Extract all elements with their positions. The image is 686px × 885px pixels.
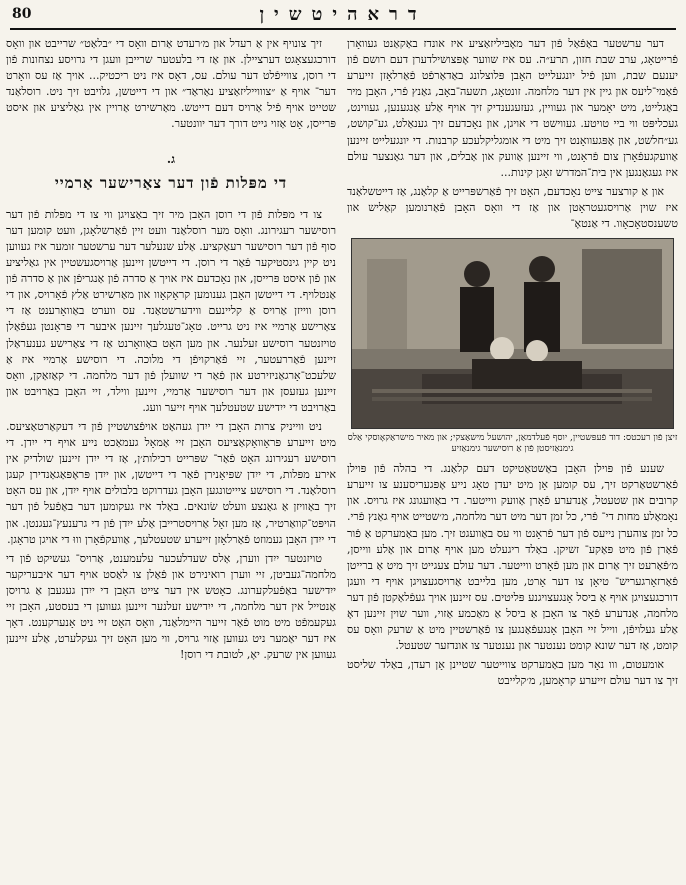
paragraph: טויזנטער ייִדן ווערן, אַלס שעדלעכער עלעמענט, אַרויס־ געשיקט פֿון די מלחמה־געביטן, זיי ווערן רואינירט און פֿאַלן צו לאַסט אויף דער איבעריקער ייִדישער באַפֿעלקערונג. כאָטש אין דער צייט האָבן די ייִדן געגעבן אַ גרויסן אַנטייל אין דער מלחמה, די ייִדישע זעלנער זיינען געווען די בעסטע, האָבן זיי געקעמפֿט מיט מוט פֿאַר זייער היימלאַנד, וואָס האָט זיי ניט אָנערקענט. דאָך איז דער יאַמער ניט געווען אַזוי גרויס, ווי מען האָט זיך געקלערט, אַלע זיינען געווען אין שרעק. יאָ, לטובת די רוסן!	[6, 551, 336, 662]
left-column	[6, 36, 336, 882]
paragraph: אומעטום, ווו נאָר מען באַמערקט צווייטער שטיינן אָן רעדן, באַלד שליסט זיך צו דער עולם זייערע קראָמען, מ׳קלייבט	[347, 658, 678, 688]
running-title: דראהיטשין	[259, 4, 427, 25]
page-number: 80	[12, 6, 32, 22]
photo-illustration	[352, 239, 673, 428]
paragraph: זיך צונויף אין אַ רעדל און מ׳רעדט אַרום וואָס די ״בלאַט״ שרייבט און וואָס דורכגעצאָגט דערציילן. און אַז די בלעטער שרייבן וועגן די גרויסע נצחונות פֿון די רוסן, צווייפֿלט דער עולם. עס, דאָס איז ניט ריכטיק... אויך אַז עס וואָרט דער־ אויף אַ ״צוווייליזאַציע נאַראַד״ און די דייטשן, גלויבט זיך ניט. רוסלאַנד שטייט אויף פֿיל אַרויס דעם דייטש. מאַרשירט אַרויין אין גאַליציע און איסט פּרייסן, אָט אַזוי גייט דורך דער יוונטער.	[6, 37, 336, 131]
paragraph: ניט ווייניק צרות האָבן די ייִדן געהאַט אויפֿצושטיין פֿון די דעקאַרטאַציעס. מיט זייערע פּראָוואָקאַציעס האָבן זיי אַמאָל געמאַכט נייע אויף די ייִדן. די רוסישע רעגירונג האָט פֿאַר־ שפּרייט רכילות׳ן, אַז די ייִדן זיינען שולדיק אין אירע מפּלות, די ייִדן שפּיאָנירן פֿאַר די דייטשן, און ייִדן פּראָפּאַגאַנדירן קעגן רוסלאַנד. די רוסישע ציייטונגען האָבן געדרוקט בלבולים אויף ייִדן, און עס האָט זיך באַוויזן אַ גאַנצע וועלט שׂונאים. באַלד איז געקומען דער באַפֿעל פֿון דער הויפּט־קוואַרטיר, אַז מען זאָל אַרויסטרייבן אַלע ייִדן פֿון די גרענעץ־געגנטן. און די ייִדן האָבן געמוזט פֿאַרלאָזן זייערע שטעטלעך, אַוועקפֿאָרן וווּ די אויגן טראָגן.	[6, 419, 336, 546]
section-title: די מפּלות פֿון דער צאַרישער אַרמיי	[54, 173, 288, 192]
photo-caption: זיצן פֿון רעכטס: דוד פֿעפּשטיין, יוסף פֿעלדמאַן, יהושעל מישאַצקי; און מאיר מישראַקאָוסקי אַלס גימנאַזיסטן פֿון אַ רוסישער גימנאַזיע	[347, 433, 678, 455]
paragraph: און אַ קורצער צייט נאָכדעם, האָט זיך פֿאַרשפּרייט אַ קלאַנג, אַז דייטשלאַנד איז שוין אַרויסגעטראָטן און אַז די וואָס האָבן פֿאַרנומען קאַליש און טשענסטאָכאָוו. די אַנטאָ־	[347, 184, 678, 231]
group-photo	[351, 238, 674, 429]
paragraph: צו די מפּלות פֿון די רוסן האָבן מיר זיך באַצויגן ווי צו די מפּלות פֿון דער רוסישער רעגירונג. וואָס מער רוסלאַנד וועט זיין פֿאַרשלאָגן, וועט קומען דער סוף פֿון דער רוסישער רעאַקציע. אַלע שנעלער דער ערשטער זומער איז געווען ניט קיין גינסטיקער פֿאַר די רוסן. די דייטשן זיינען אַרויסגעשטיין אין גאַליציע און פֿון איסט פּרייסן, און נאָכדעם איז אויך אַ סדרה פֿון אַנגריפֿן און אַ סדרה פֿון אַנטלויף. די דייטשן האָבן גענומען קראָקאָוו און מאַרשירט אַלץ פֿאָרויס, און די רוסן ווייזן אַרויס אַ קליינעם ווידערשטאַנד. עס ווערט באַוואָרענט אַז די צאַרישע אַרמיי איז ניט גרייט. טאָג־טעגלעך זיינען איבער די פּראָנטן געפֿאַלן טויזנטער רוסישע זעלנער. און מען האָט באַוואָרנט אַז די צאַרישע גענעראַלן זיינען פֿאַררעטער, זיי פֿאַרקויפֿן די מלוכה. די רוסישע אַרמיי איז אַ שלעכט־אָרגאַניזירטע און פֿאַר די שוועלן פֿון דער מלחמה. די קאַזאַקן, וואָס זיינען געזעסן און דער רוסישער אַרמיי, זיינען ווילד, זיי האָבן באַרויבט און באַרויבט די ייִדישע שטעטלעך אויף זייער וועג.	[6, 207, 336, 414]
section-number: ג.	[166, 151, 176, 166]
paragraph: דער ערשטער באַפֿאַל פֿון דער מאָבּיליזאַציע איז אונדז באַקאַנט געוואָרן פֿרייטאָג, ערב שבת חזון, תרע״ה. עס איז שווער אָפּצושילדערן דעם רושם פֿון יענעם שבת, ווען פֿיל יונגעלייט האָבן פּלוצלונג באַדאַרפֿט פֿאַרלאָזן זייערע פֿאַמי־ליעס און גיין אין דער מלחמה. זונטאָג, תשעה־באָב, גאַנץ פֿרי, האָבן מיר באַגלייט, מיט יאָמער און געוויין, געזעגענדיק זיך אויף אַלע אַנגענען, געווינט, געכליפּט ווי ביי טויטע. געווישט די אויגן, און נאָכדעם זיך גענאַלט, גע־קושט, גע״חלשט, און אָפּגעוואָנט זיך מיט די אומגליקלעכע קרבנות. די יונגעלייט זיינען אַוועקגעפֿאָרן צום פֿראָנט, ווי זיינען אַוועק און אַבלים, און דער גאַנצער עולם איז געגאַנגען אין בית־המדרש זאָגן קינות...	[347, 37, 678, 179]
page-header	[10, 4, 676, 30]
paragraph: שענע פֿון פּוילן האָבן באַשטאַטיקט דעם קלאַנג. די בהלה פֿון פּוילן פֿאַרשטאַרקט זיך, עס קומען אָן מיט יעדן טאָג נייע אָפּגעריסענע צו זייערע קרובים און שטעטל, אַנדערע פֿאָרן אַוועק ווייטער. די באַוועגונג איז גרויס. און נאָמאַלע מחות די־ פֿרי, כל זמן דער מיט דער מלחמה, מ׳שטייט אויף גאַנץ פֿרי. כל זמן צוהערן נייעס פֿון דער פֿראָנט ווי עס באַוועגט זיך. מען באַמערקט אַ פֿור פֿאַרן פֿון מיט פּאַקע־ זשיקן. באַלד ריגעלט מען אויף אַרום און אַלע ווייסן, מ׳פֿאַרעט זיך אַרום און מען פֿאָרט ווייטער. דער עולם צעגייט זיך מיט אַ ברייטן פֿאַרזאָרגעריש־ טיאָן צו דער אָרט, מען בלייבט אַרויסגעצויגן אויף די וועגן דורכגעצויגן אויף אַ ביסל אָנגעצויגנע פּליטים. עס זיינען אויך געפֿלאַקטן פֿון דער מלחמה, אַנדערע פֿאָר צו האָבן אַ ביסל אַ מאַכמע אַזוי, ווער שוין זיינען דאָ אַלע געלויפֿן, ווייל זיי האָבן אָנגעפֿאַנגען צו פֿאַרשטיין מיט אַ שרעק וואָס עס קומט, אַז דער שונא קומט נענטער און נענטער צו אונדזער שטעטל.	[347, 462, 678, 653]
right-column	[347, 36, 678, 882]
